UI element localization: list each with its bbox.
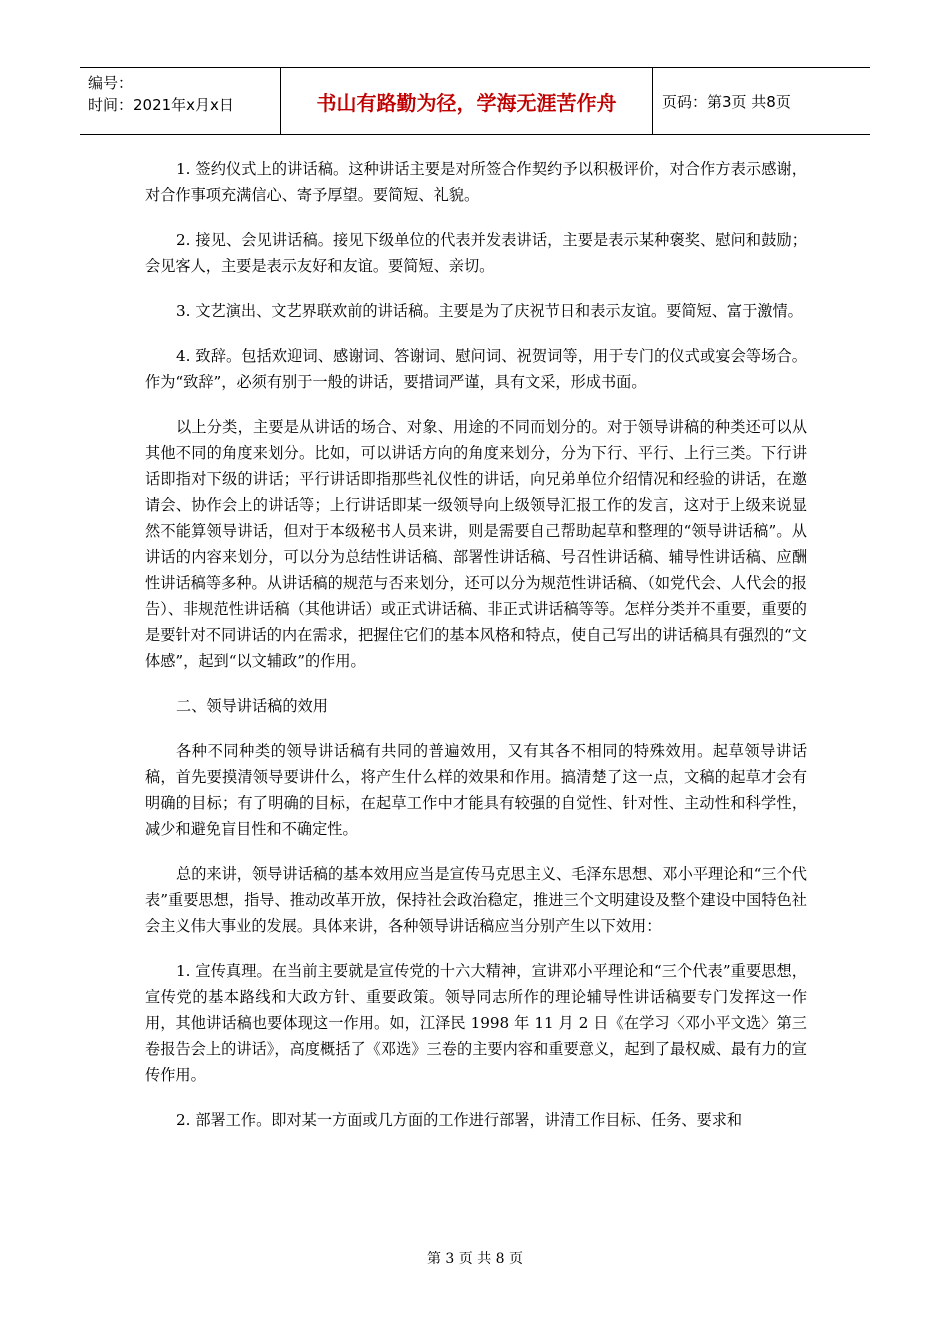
paragraph-address: 4. 致辞。包括欢迎词、感谢词、答谢词、慰问词、祝贺词等，用于专门的仪式或宴会等场合。作为“致辞”，必须有别于一般的讲话，要措词严谨，具有文采，形成书面。 bbox=[145, 347, 807, 391]
paragraph-classification: 以上分类，主要是从讲话的场合、对象、用途的不同而划分的。对于领导讲稿的种类还可以从其他不同的角度来划分。比如，可以讲话方向的角度来划分，分为下行、平行、上行三类。下行讲话即指对下级的讲话；平行讲话即指那些礼仪性的讲话，向兄弟单位介绍情况和经验的讲话，在邀请会、协作会上的讲话等；上行讲话即某一级领导向上级领导汇报工作的发言，这对于上级来说显然不能算领导讲话，但对于本级秘书人员来讲，则是需要自己帮助起草和整理的“领导讲话稿”。从讲话的内容来划分，可以分为总结性讲话稿、部署性讲话稿、号召性讲话稿、辅导性讲话稿、应酬性讲话稿等多种。从讲话稿的规范与否来划分，还可以分为规范性讲话稿、（如党代会、人代会的报告）、非规范性讲话稿（其他讲话）或正式讲话稿、非正式讲话稿等等。怎样分类并不重要，重要的是要针对不同讲话的内在需求，把握住它们的基本风格和特点，使自己写出的讲话稿具有强烈的“文体感”，起到“以文辅政”的作用。 bbox=[145, 418, 807, 670]
paragraph-signing-speech: 1. 签约仪式上的讲话稿。这种讲话主要是对所签合作契约予以积极评价，对合作方表示感谢，对合作事项充满信心、寄予厚望。要简短、礼貌。 bbox=[145, 160, 807, 204]
paragraph-effects-intro: 各种不同种类的领导讲话稿有共同的普遍效用，又有其各不相同的特殊效用。起草领导讲话稿，首先要摸清领导要讲什么，将产生什么样的效果和作用。搞清楚了这一点，文稿的起草才会有明确的目标；有了明确的目标，在起草工作中才能具有较强的自觉性、针对性、主动性和科学性，减少和避免盲目性和不确定性。 bbox=[145, 742, 807, 838]
paragraph-meeting-speech: 2. 接见、会见讲话稿。接见下级单位的代表并发表讲话，主要是表示某种褒奖、慰问和鼓励；会见客人，主要是表示友好和友谊。要简短、亲切。 bbox=[145, 231, 807, 275]
header-page-number: 页码：第3页 共8页 bbox=[662, 92, 791, 111]
document-body bbox=[145, 156, 807, 1152]
paragraph-basic-effects: 总的来讲，领导讲话稿的基本效用应当是宣传马克思主义、毛泽东思想、邓小平理论和“三个代表”重要思想，指导、推动改革开放，保持社会政治稳定，推进三个文明建设及整个建设中国特色社会主义伟大事业的发展。具体来讲，各种领导讲话稿应当分别产生以下效用： bbox=[145, 865, 807, 935]
paragraph-deploy-work: 2. 部署工作。即对某一方面或几方面的工作进行部署，讲清工作目标、任务、要求和 bbox=[176, 1111, 743, 1129]
document-time: 时间：2021年x月x日 bbox=[88, 96, 234, 114]
header-meta bbox=[80, 68, 280, 134]
page-header bbox=[80, 67, 870, 135]
paragraph-propagate-truth: 1. 宣传真理。在当前主要就是宣传党的十六大精神，宣讲邓小平理论和“三个代表”重要思想，宣传党的基本路线和大政方针、重要政策。领导同志所作的理论辅导性讲话稿要专门发挥这一作用，其他讲话稿也要体现这一作用。如，江泽民 1998 年 11 月 2 日《在学习〈邓小平文选〉第三卷报告会上的讲话》，高度概括了《邓选》三卷的主要内容和重要意义，起到了最权威、最有力的宣传作用。 bbox=[145, 962, 807, 1084]
paragraph-performance-speech: 3. 文艺演出、文艺界联欢前的讲话稿。主要是为了庆祝节日和表示友谊。要简短、富于激情。 bbox=[176, 302, 803, 320]
header-motto: 书山有路勤为径，学海无涯苦作舟 bbox=[280, 68, 653, 134]
section-heading: 二、领导讲话稿的效用 bbox=[176, 697, 328, 715]
document-number: 编号： bbox=[88, 74, 134, 92]
page-footer: 第 3 页 共 8 页 bbox=[426, 1251, 524, 1267]
